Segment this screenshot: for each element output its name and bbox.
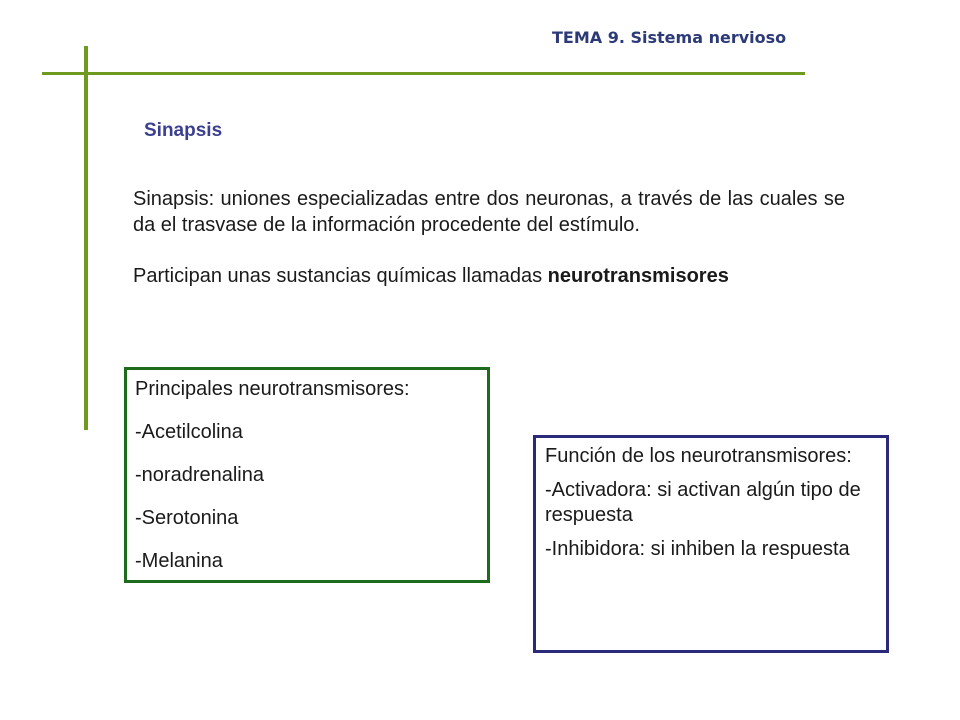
function-box [533,435,889,653]
neurotransmitters-box [124,367,490,583]
list-item: -Serotonina [135,507,239,529]
list-item: -Melanina [135,550,223,572]
section-title: Sinapsis [144,120,223,141]
neurotransmitters-heading: Principales neurotransmisores: [135,378,410,400]
participation-prefix: Participan unas sustancias químicas llamadas [133,265,548,287]
function-heading: Función de los neurotransmisores: [545,445,852,467]
definition-paragraph: Sinapsis: uniones especializadas entre dos neuronas, a través de las cuales se da el trasvase de la información procedente del estímulo. [133,188,845,236]
list-item: -Acetilcolina [135,421,243,443]
list-item: -Activadora: si activan algún tipo de respuesta [545,479,861,526]
list-item: -Inhibidora: si inhiben la respuesta [545,538,850,560]
participation-paragraph [133,263,873,289]
neurotransmitters-term: neurotransmisores [547,265,729,287]
header-title: TEMA 9. Sistema nervioso [552,28,787,47]
decorative-vertical-line [84,46,88,430]
list-item: -noradrenalina [135,464,264,486]
decorative-horizontal-line [42,72,805,75]
